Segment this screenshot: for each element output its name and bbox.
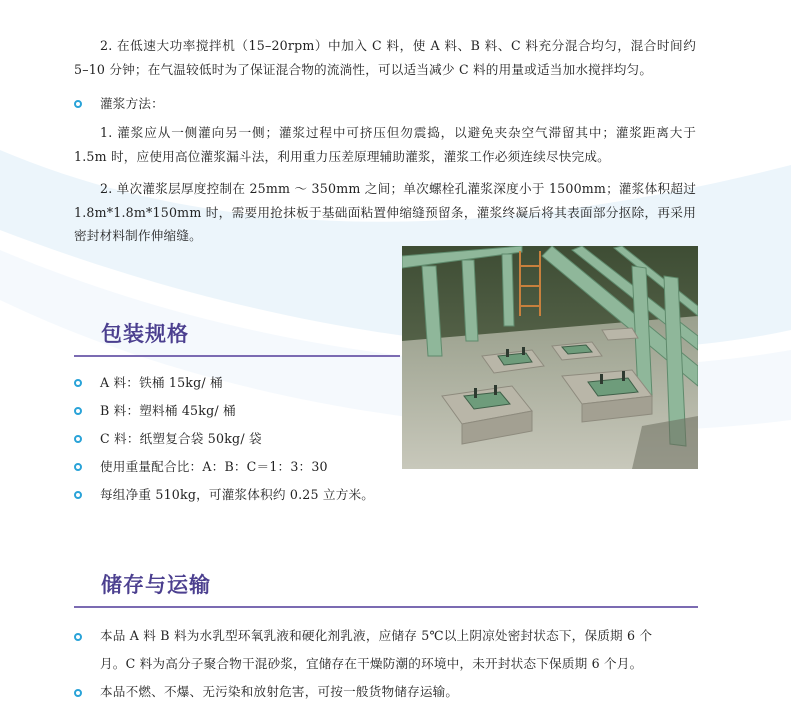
method-title: 灌浆方法：	[100, 96, 164, 111]
bullet-icon	[74, 407, 82, 415]
list-item: B 料：塑料桶 45kg/ 桶	[100, 403, 236, 418]
list-item: C 料：纸塑复合袋 50kg/ 袋	[100, 431, 262, 446]
list-item: 使用重量配合比：A：B：C＝1：3：30	[100, 459, 328, 474]
mixing-paragraph	[74, 34, 696, 81]
bullet-icon	[74, 379, 82, 387]
bullet-icon	[74, 633, 82, 641]
step2-text: 2. 单次灌浆层厚度控制在 25mm ～ 350mm 之间；单次螺栓孔灌浆深度小于 1500mm；灌浆体积超过 1.8m*1.8m*150mm 时，需要用抢抹板于基础面粘置伸缩缝预留条，灌浆终凝后将其表面部分抠除，再采用密封材料制作伸缩缝。	[74, 181, 696, 243]
bullet-icon	[74, 435, 82, 443]
bullet-icon	[74, 100, 82, 108]
construction-site-photo	[402, 246, 698, 469]
storage-item-line2: 月。C 料为高分子聚合物干混砂浆，宜储存在干燥防潮的环境中，未开封状态下保质期 6 个月。	[100, 656, 643, 671]
packaging-divider	[74, 355, 400, 357]
storage-divider	[74, 606, 698, 608]
mixing-text: 2. 在低速大功率搅拌机（15–20rpm）中加入 C 料，使 A 料、B 料、C 料充分混合均匀，混合时间约 5–10 分钟；在气温较低时为了保证混合物的流淌性，可以适当减少 C 料的用量或适当加水搅拌均匀。	[74, 38, 696, 77]
storage-item-2: 本品不燃、不爆、无污染和放射危害，可按一般货物储存运输。	[100, 684, 459, 699]
step1-text: 1. 灌浆应从一侧灌向另一侧；灌浆过程中可挤压但勿震捣，以避免夹杂空气滞留其中；灌浆距离大于 1.5m 时，应使用高位灌浆漏斗法，利用重力压差原理辅助灌浆，灌浆工作必须连续尽快完成。	[74, 125, 697, 164]
list-item: A 料：铁桶 15kg/ 桶	[100, 375, 223, 390]
storage-heading: 储存与运输	[101, 573, 211, 597]
bullet-icon	[74, 463, 82, 471]
packaging-heading: 包装规格	[101, 322, 189, 346]
list-item: 每组净重 510kg，可灌浆体积约 0.25 立方米。	[100, 487, 375, 502]
step1-paragraph	[74, 121, 696, 168]
step2-paragraph	[74, 177, 696, 248]
storage-item-line1: 本品 A 料 B 料为水乳型环氧乳液和硬化剂乳液，应储存 5℃以上阴凉处密封状态下，保质期 6 个	[100, 628, 653, 643]
bullet-icon	[74, 491, 82, 499]
bullet-icon	[74, 689, 82, 697]
